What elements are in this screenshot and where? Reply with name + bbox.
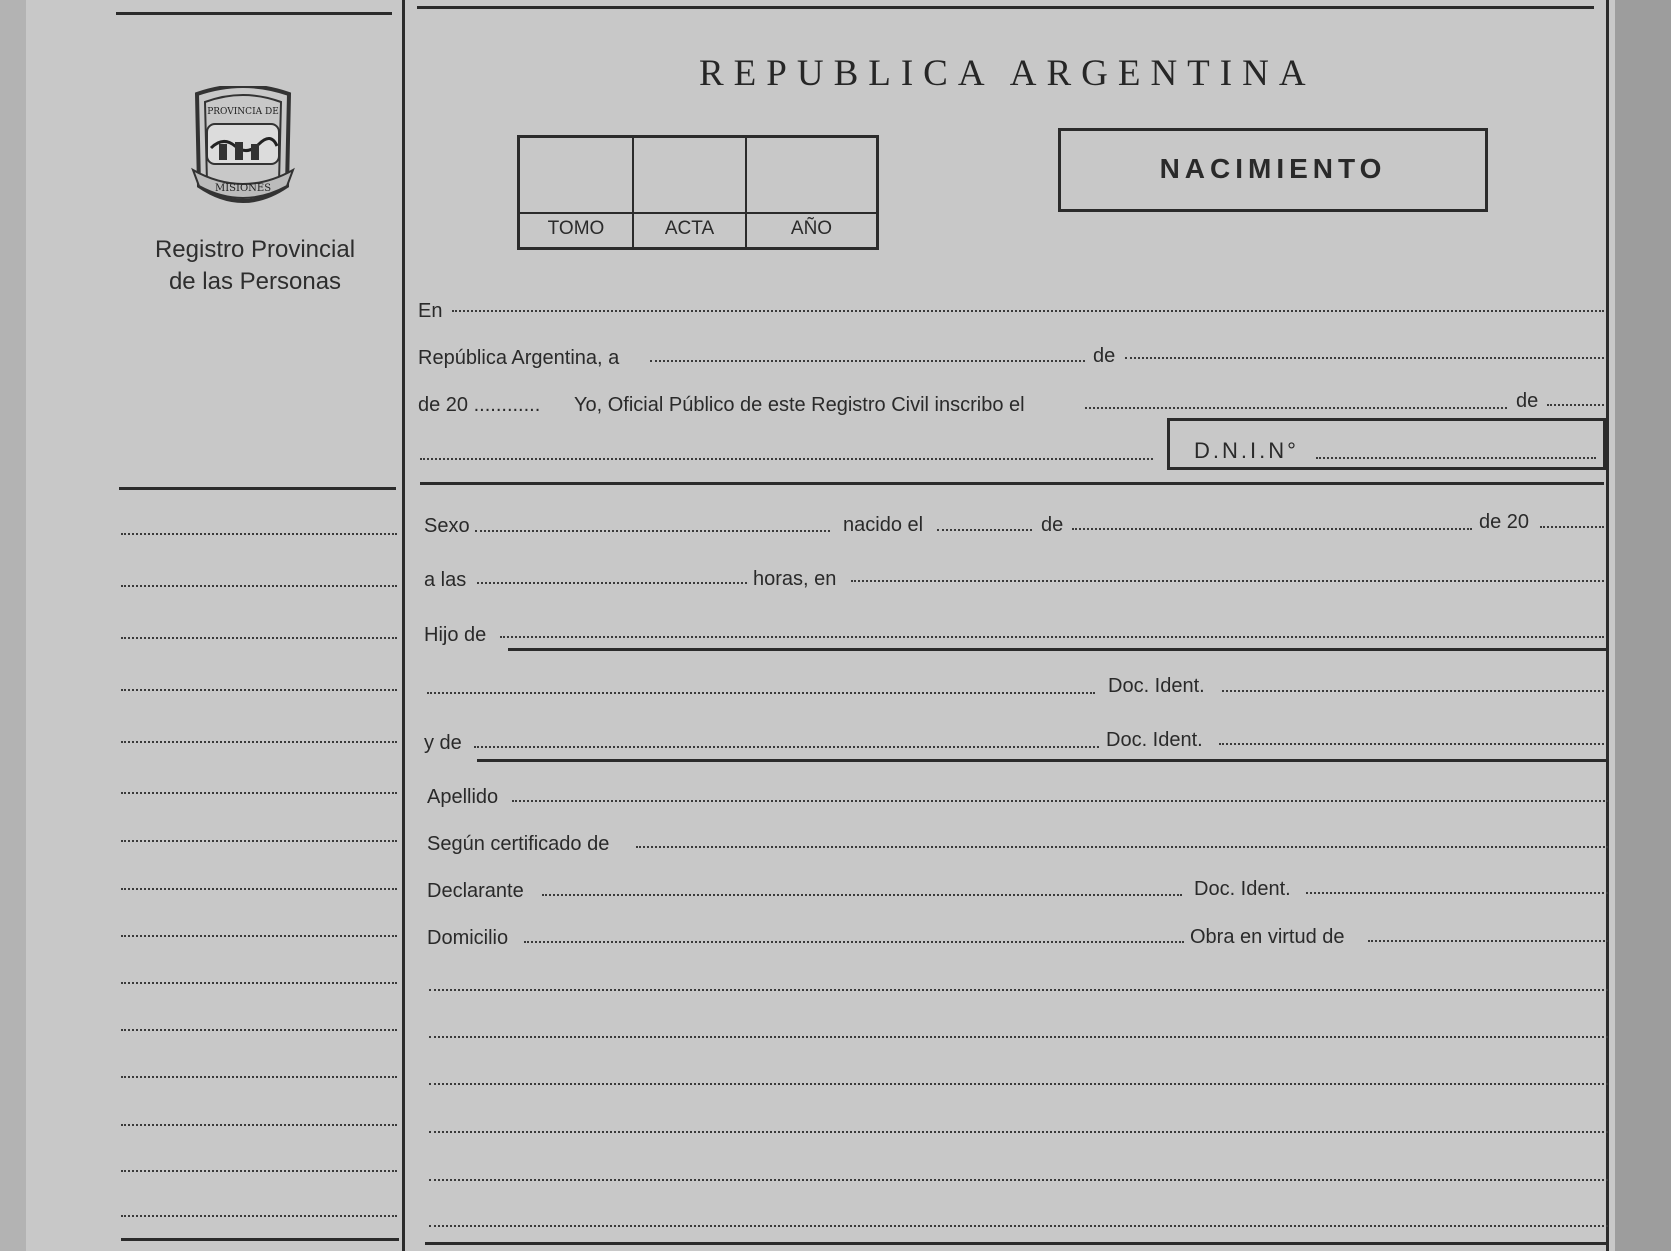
- de-label-3: de: [1041, 514, 1064, 536]
- seal-top-text: PROVINCIA DE: [207, 107, 279, 117]
- top-rule-right: [417, 6, 1594, 9]
- declarante-label: Declarante: [427, 880, 524, 902]
- dni-field[interactable]: [1316, 457, 1596, 459]
- declarante-field[interactable]: [542, 894, 1182, 896]
- obra-en-virtud-label: Obra en virtud de: [1190, 926, 1345, 948]
- margin-line: [121, 585, 397, 587]
- margin-line: [121, 888, 397, 890]
- name-continuation-field[interactable]: [420, 458, 1153, 460]
- birth-place-field[interactable]: [851, 580, 1604, 582]
- margin-line: [121, 741, 397, 743]
- margin-line: [121, 533, 397, 535]
- sexo-label: Sexo: [424, 515, 470, 537]
- dni-label: D.N.I.N°: [1194, 438, 1299, 463]
- left-margin-top-rule: [119, 487, 396, 490]
- a-las-label: a las: [424, 569, 467, 591]
- country-title: REPUBLICA ARGENTINA: [699, 53, 1316, 94]
- parent-2-doc-field[interactable]: [1219, 743, 1604, 745]
- doc-ident-label-1: Doc. Ident.: [1108, 675, 1205, 697]
- parent-1-continuation-field[interactable]: [427, 692, 1095, 694]
- doc-ident-label-3: Doc. Ident.: [1194, 878, 1291, 900]
- republica-label: República Argentina, a: [418, 347, 620, 369]
- blank-line-5[interactable]: [429, 1179, 1608, 1181]
- apellido-field[interactable]: [512, 800, 1608, 802]
- margin-line: [121, 1029, 397, 1031]
- parent-rule-2: [477, 759, 1608, 762]
- acta-label: ACTA: [634, 214, 747, 247]
- blank-line-3[interactable]: [429, 1083, 1608, 1085]
- inscribo-de-field[interactable]: [1547, 404, 1604, 406]
- seal-bottom-text: MISIONES: [214, 183, 272, 194]
- tomo-field[interactable]: [520, 138, 634, 214]
- column-divider: [402, 0, 405, 1251]
- y-de-label: y de: [424, 732, 462, 754]
- en-field[interactable]: [452, 310, 1604, 312]
- blank-line-1[interactable]: [429, 989, 1608, 991]
- month-field[interactable]: [1125, 357, 1604, 359]
- ano-field[interactable]: [747, 138, 876, 214]
- parent-rule-1: [508, 648, 1606, 651]
- organization-line-1: Registro Provincial: [154, 236, 356, 263]
- provincial-seal-logo: [183, 86, 303, 216]
- hijo-de-label: Hijo de: [424, 624, 487, 646]
- domicilio-field[interactable]: [524, 941, 1184, 943]
- en-label: En: [418, 300, 443, 322]
- parent-2-field[interactable]: [474, 746, 1099, 748]
- left-margin-bottom-rule: [121, 1238, 399, 1241]
- oficial-statement: Yo, Oficial Público de este Registro Civil inscribo el: [574, 394, 1025, 416]
- de-label-2: de: [1516, 390, 1539, 412]
- bottom-rule: [425, 1242, 1608, 1245]
- declarante-doc-field[interactable]: [1306, 892, 1608, 894]
- birth-day-field[interactable]: [937, 529, 1032, 531]
- parent-1-doc-field[interactable]: [1222, 690, 1604, 692]
- de-label-1: de: [1093, 345, 1116, 367]
- right-border: [1606, 0, 1609, 1251]
- record-type-box: NACIMIENTO: [1058, 128, 1488, 212]
- margin-line: [121, 935, 397, 937]
- nacido-el-label: nacido el: [843, 514, 924, 536]
- top-rule-left: [116, 12, 392, 15]
- blank-line-6[interactable]: [429, 1225, 1608, 1227]
- margin-line: [121, 1076, 397, 1078]
- day-field[interactable]: [650, 360, 1085, 362]
- obra-en-virtud-field[interactable]: [1368, 940, 1608, 942]
- birth-year-field[interactable]: [1540, 526, 1604, 528]
- organization-name: [130, 234, 380, 298]
- tomo-label: TOMO: [520, 214, 634, 247]
- domicilio-label: Domicilio: [427, 927, 509, 949]
- year-label: de 20 ............: [418, 394, 541, 416]
- acta-field[interactable]: [634, 138, 747, 214]
- margin-line: [121, 637, 397, 639]
- organization-line-2: de las Personas: [168, 268, 342, 295]
- hour-field[interactable]: [477, 582, 747, 584]
- horas-en-label: horas, en: [753, 568, 837, 590]
- margin-line: [121, 1215, 397, 1217]
- margin-line: [121, 689, 397, 691]
- margin-line: [121, 982, 397, 984]
- sexo-field[interactable]: [475, 530, 830, 532]
- segun-certificado-label: Según certificado de: [427, 833, 610, 855]
- parent-1-field[interactable]: [500, 636, 1604, 638]
- margin-line: [121, 792, 397, 794]
- margin-line: [121, 1124, 397, 1126]
- margin-line: [121, 840, 397, 842]
- paper-edge: [0, 0, 26, 1251]
- margin-line: [121, 1170, 397, 1172]
- inscribo-field[interactable]: [1085, 407, 1507, 409]
- section-rule-1: [420, 482, 1604, 485]
- apellido-label: Apellido: [427, 786, 499, 808]
- ano-label: AÑO: [790, 218, 833, 239]
- birth-year-label: de 20: [1479, 511, 1530, 533]
- registry-number-table: [517, 135, 879, 250]
- birth-month-field[interactable]: [1072, 528, 1472, 530]
- doc-ident-label-2: Doc. Ident.: [1106, 729, 1203, 751]
- blank-line-4[interactable]: [429, 1131, 1608, 1133]
- certificado-field[interactable]: [636, 846, 1608, 848]
- blank-line-2[interactable]: [429, 1036, 1608, 1038]
- dni-box[interactable]: [1167, 418, 1606, 470]
